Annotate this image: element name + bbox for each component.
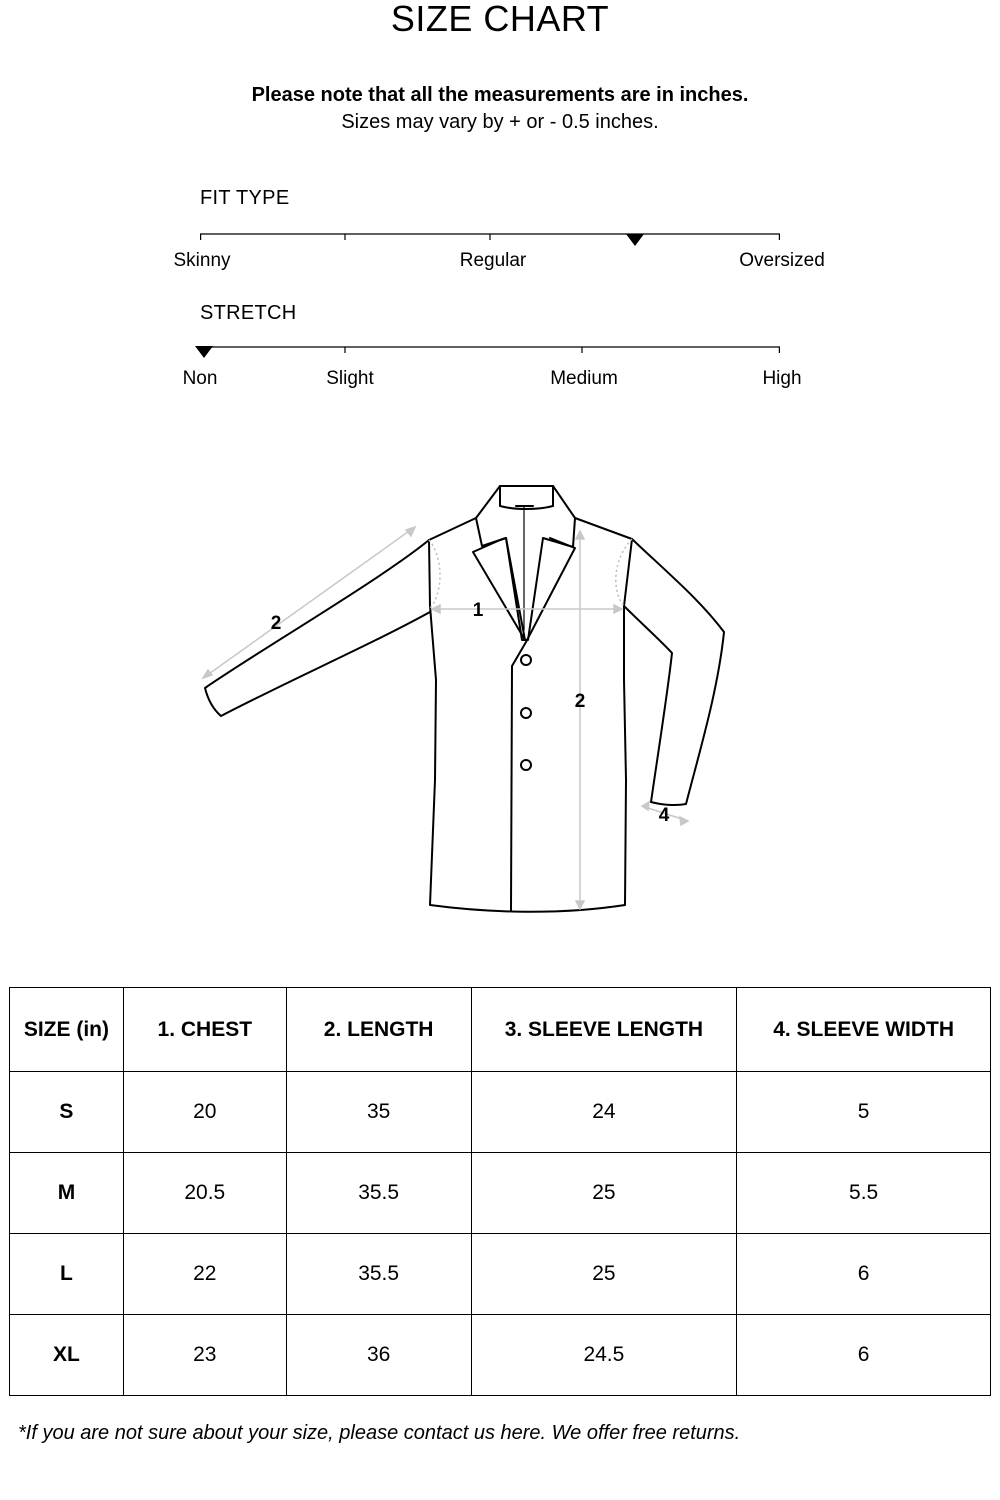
cell-sleeve-width: 5 [737, 1072, 991, 1153]
cell-sleeve-length: 25 [471, 1153, 737, 1234]
jacket-right-lapel [511, 538, 575, 910]
stretch-label-high: High [762, 368, 802, 389]
page-title: SIZE CHART [390, 0, 610, 39]
fit-type-label-regular: Regular [459, 250, 527, 271]
cell-chest: 23 [123, 1315, 286, 1396]
diagram-label-sleeve-length: 2 [270, 613, 282, 634]
fit-type-title: FIT TYPE [200, 187, 290, 209]
armhole-dotted-right [616, 539, 632, 606]
variance-note: Sizes may vary by + or - 0.5 inches. [341, 111, 659, 133]
cell-sleeve-width: 6 [737, 1234, 991, 1315]
diagram-label-chest: 1 [472, 600, 484, 621]
measurement-note: Please note that all the measurements are in inches. [251, 84, 749, 106]
table-row [10, 1234, 991, 1315]
cell-sleeve-length: 25 [471, 1234, 737, 1315]
cell-length: 35 [286, 1072, 471, 1153]
jacket-left-sleeve [205, 540, 430, 716]
jacket-left-lapel [473, 538, 525, 640]
cell-sleeve-length: 24.5 [471, 1315, 737, 1396]
cell-sleeve-width: 6 [737, 1315, 991, 1396]
cell-chest: 22 [123, 1234, 286, 1315]
jacket-collar [476, 518, 575, 640]
diagram-label-sleeve-width: 4 [658, 805, 670, 826]
table-row [10, 1153, 991, 1234]
jacket-body-outline [429, 486, 632, 912]
table-header-row [10, 988, 991, 1072]
jacket-button [521, 655, 531, 665]
stretch-label-medium: Medium [550, 368, 618, 389]
cell-sleeve-length: 24 [471, 1072, 737, 1153]
sleeve-length-arrow [206, 529, 412, 676]
header-size: SIZE (in) [10, 988, 124, 1072]
cell-size: XL [10, 1315, 124, 1396]
cell-chest: 20 [123, 1072, 286, 1153]
table-row [10, 1072, 991, 1153]
size-table [9, 987, 991, 1396]
diagram-label-length: 2 [574, 691, 586, 712]
jacket-button [521, 760, 531, 770]
fit-type-label-skinny: Skinny [173, 250, 231, 271]
header-chest: 1. CHEST [123, 988, 286, 1072]
header-length: 2. LENGTH [286, 988, 471, 1072]
cell-sleeve-width: 5.5 [737, 1153, 991, 1234]
cell-size: S [10, 1072, 124, 1153]
cell-length: 35.5 [286, 1234, 471, 1315]
cell-length: 35.5 [286, 1153, 471, 1234]
stretch-label-slight: Slight [326, 368, 374, 389]
stretch-title: STRETCH [200, 302, 297, 324]
jacket-button [521, 708, 531, 718]
jacket-right-sleeve [624, 539, 724, 805]
cell-length: 36 [286, 1315, 471, 1396]
header-sleeve-length: 3. SLEEVE LENGTH [471, 988, 737, 1072]
cell-size: L [10, 1234, 124, 1315]
header-sleeve-width: 4. SLEEVE WIDTH [737, 988, 991, 1072]
cell-chest: 20.5 [123, 1153, 286, 1234]
footnote[interactable]: *If you are not sure about your size, please contact us here. We offer free returns. [18, 1422, 741, 1444]
stretch-label-non: Non [182, 368, 218, 389]
cell-size: M [10, 1153, 124, 1234]
table-row [10, 1315, 991, 1396]
fit-type-label-oversized: Oversized [739, 250, 825, 271]
